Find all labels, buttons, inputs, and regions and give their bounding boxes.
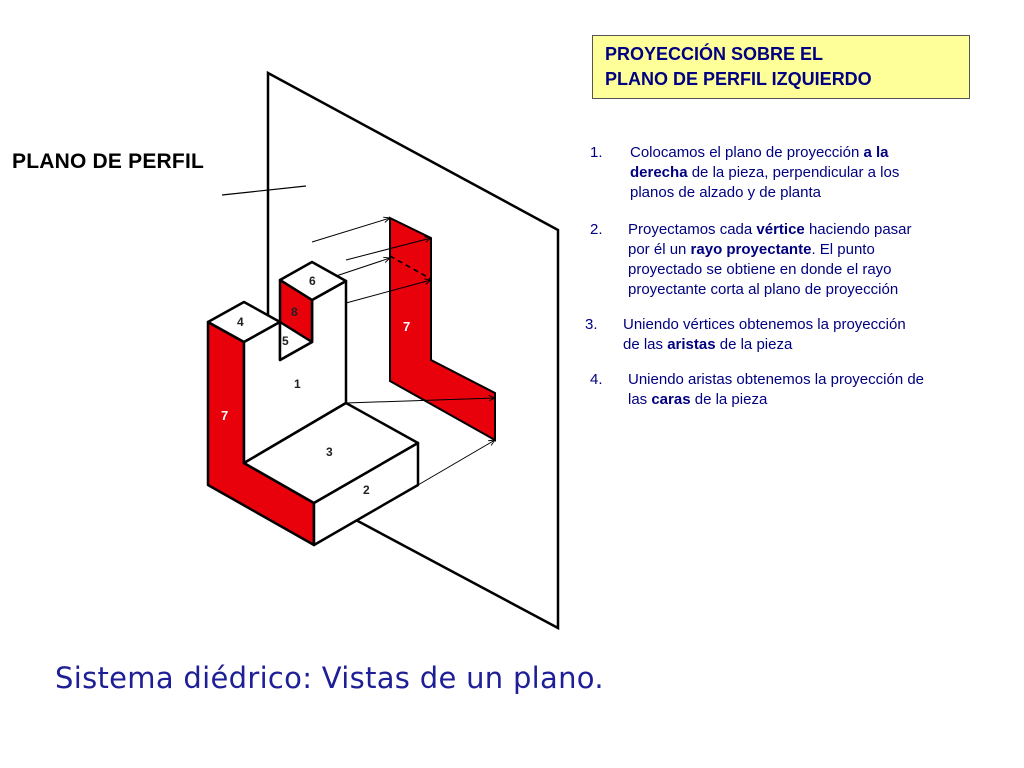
step-text-run: proyectado se obtiene en donde el rayo — [628, 261, 892, 278]
step-2-line — [628, 220, 970, 240]
emphasis-text: derecha — [630, 164, 688, 181]
label-face-7-plane: 7 — [403, 319, 411, 334]
step-4-line — [628, 370, 980, 390]
step-text-run: proyectante corta al plano de proyección — [628, 281, 899, 298]
step-1-line — [630, 183, 970, 203]
step-text-run: Proyectamos cada — [628, 221, 757, 238]
step-2-line — [628, 260, 970, 280]
emphasis-text: aristas — [667, 336, 716, 353]
step-4-text — [628, 370, 980, 410]
step-text-run: haciendo pasar — [804, 221, 912, 238]
step-text-run: planos de alzado y de planta — [630, 184, 821, 201]
label-face-4: 4 — [237, 315, 244, 329]
step-2-line — [628, 240, 970, 260]
emphasis-text: a la — [863, 144, 889, 161]
step-2-number: 2. — [590, 221, 603, 238]
emphasis-text: caras — [651, 391, 691, 408]
step-text-run: Colocamos el plano de proyección — [630, 144, 864, 161]
label-face-1: 1 — [294, 377, 301, 391]
step-2-text — [628, 220, 970, 300]
step-3-number: 3. — [585, 316, 598, 333]
step-2-line — [628, 280, 970, 300]
step-1-line — [630, 163, 970, 183]
step-3-text — [623, 315, 975, 355]
label-face-7-piece: 7 — [221, 408, 229, 423]
step-1-number: 1. — [590, 144, 603, 161]
step-text-run: Uniendo vértices obtenemos la proyección — [623, 316, 906, 333]
step-text-run: Uniendo aristas obtenemos la proyección de — [628, 371, 925, 388]
step-text-run: de la pieza, perpendicular a los — [687, 164, 900, 181]
label-face-8: 8 — [291, 305, 298, 319]
step-1-text — [630, 143, 970, 203]
slide-caption: Sistema diédrico: Vistas de un plano. — [55, 661, 604, 695]
label-face-6: 6 — [309, 274, 316, 288]
step-4-line — [628, 390, 980, 410]
step-text-run: . El punto — [811, 241, 875, 258]
step-text-run: de la pieza — [690, 391, 768, 408]
step-text-run: por él un — [628, 241, 691, 258]
step-4-number: 4. — [590, 371, 603, 388]
label-face-3: 3 — [326, 445, 333, 459]
title-line-1: PROYECCIÓN SOBRE EL — [605, 44, 824, 64]
title-line-2: PLANO DE PERFIL IZQUIERDO — [605, 69, 872, 89]
label-face-5: 5 — [282, 334, 289, 348]
step-3-line — [623, 335, 975, 355]
emphasis-text: vértice — [756, 221, 805, 238]
step-1-line — [630, 143, 970, 163]
step-text-run: las — [628, 391, 652, 408]
step-text-run: de las — [623, 336, 668, 353]
emphasis-text: rayo proyectante — [690, 241, 812, 258]
plane-label: PLANO DE PERFIL — [12, 150, 205, 173]
label-face-2: 2 — [363, 483, 370, 497]
step-text-run: de la pieza — [715, 336, 793, 353]
step-3-line — [623, 315, 975, 335]
